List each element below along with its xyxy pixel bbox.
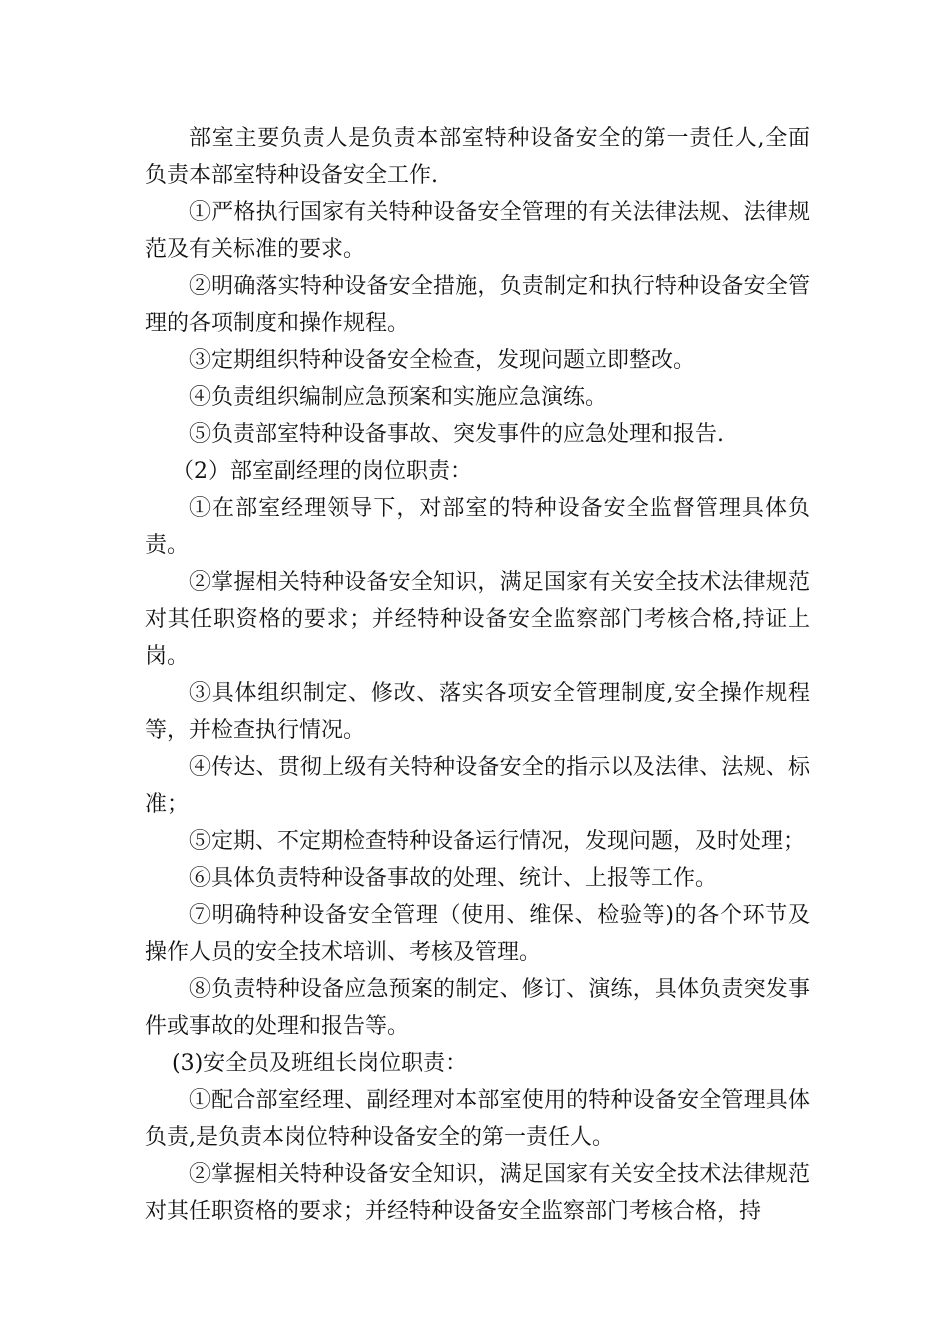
paragraph-deputy-duty-5: ⑤定期、不定期检查特种设备运行情况，发现问题，及时处理；	[189, 829, 806, 854]
paragraph-officer-duty-2: ②掌握相关特种设备安全知识，满足国家有关安全技术法律规范对其任职资格的要求；并经特种设备安全监察部门考核合格，持	[145, 1162, 810, 1224]
paragraph-manager-duty-4: ④负责组织编制应急预案和实施应急演练。	[189, 385, 608, 410]
paragraph-deputy-duty-1: ①在部室经理领导下，对部室的特种设备安全监督管理具体负责。	[145, 496, 810, 558]
section-heading-safety-officer: (3)安全员及班组长岗位职责：	[172, 1051, 468, 1076]
paragraph-deputy-duty-6: ⑥具体负责特种设备事故的处理、统计、上报等工作。	[189, 866, 718, 891]
paragraph-deputy-duty-7: ⑦明确特种设备安全管理（使用、维保、检验等)的各个环节及操作人员的安全技术培训、考核及管理。	[145, 903, 810, 965]
paragraph-deputy-duty-3: ③具体组织制定、修改、落实各项安全管理制度,安全操作规程等，并检查执行情况。	[145, 681, 810, 743]
document-body	[145, 120, 810, 1230]
paragraph-deputy-duty-4: ④传达、贯彻上级有关特种设备安全的指示以及法律、法规、标准；	[145, 755, 810, 817]
paragraph-manager-duty-1: ①严格执行国家有关特种设备安全管理的有关法律法规、法律规范及有关标准的要求。	[145, 200, 810, 262]
paragraph-manager-duty-3: ③定期组织特种设备安全检查，发现问题立即整改。	[189, 348, 696, 373]
paragraph-manager-duty-2: ②明确落实特种设备安全措施，负责制定和执行特种设备安全管理的各项制度和操作规程。	[145, 274, 810, 336]
paragraph-deputy-duty-2: ②掌握相关特种设备安全知识，满足国家有关安全技术法律规范对其任职资格的要求；并经特种设备安全监察部门考核合格,持证上岗。	[145, 570, 810, 669]
paragraph-manager-duty-5: ⑤负责部室特种设备事故、突发事件的应急处理和报告.	[189, 422, 724, 447]
paragraph-officer-duty-1: ①配合部室经理、副经理对本部室使用的特种设备安全管理具体负责,是负责本岗位特种设备安全的第一责任人。	[145, 1088, 810, 1150]
section-heading-deputy-manager: （2）部室副经理的岗位职责：	[172, 459, 472, 484]
paragraph-intro: 部室主要负责人是负责本部室特种设备安全的第一责任人,全面负责本部室特种设备安全工作.	[145, 126, 810, 188]
paragraph-deputy-duty-8: ⑧负责特种设备应急预案的制定、修订、演练，具体负责突发事件或事故的处理和报告等。	[145, 977, 810, 1039]
